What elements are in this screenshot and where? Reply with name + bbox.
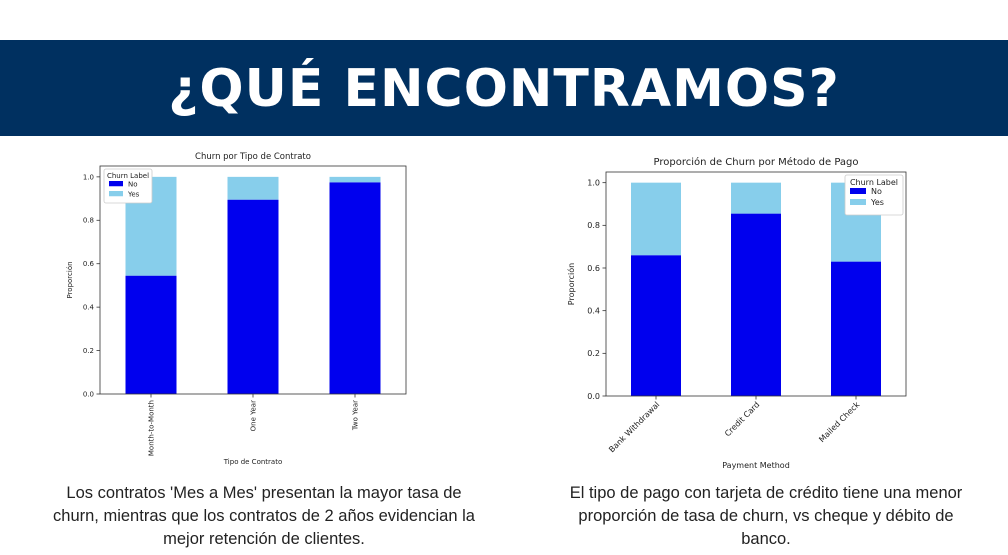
y-axis-label: Proporción xyxy=(66,261,74,299)
payment-churn-chart-svg xyxy=(560,148,950,470)
contract-churn-chart-svg xyxy=(60,148,480,470)
y-tick-label: 0.2 xyxy=(82,347,94,356)
legend-swatch-yes xyxy=(850,199,866,205)
x-tick-label: Credit Card xyxy=(722,400,762,439)
legend xyxy=(845,175,903,215)
y-tick-label: 1.0 xyxy=(587,178,600,188)
legend-swatch-yes xyxy=(109,191,123,196)
title-banner xyxy=(0,40,1008,136)
bar-yes-1 xyxy=(228,177,279,200)
bar-no-2 xyxy=(831,262,881,396)
x-tick-label: Bank Withdrawal xyxy=(607,400,662,455)
x-axis-label: Payment Method xyxy=(722,461,790,470)
x-tick-label: Mailed Check xyxy=(817,400,862,445)
y-tick-label: 1.0 xyxy=(82,173,94,182)
payment-caption: El tipo de pago con tarjeta de crédito tiene una menor proporción de tasa de churn, vs cheque y débito de banco. xyxy=(569,484,963,548)
chart-title: Churn por Tipo de Contrato xyxy=(195,152,311,162)
contract-churn-chart xyxy=(60,148,480,470)
page-title: ¿QUÉ ENCONTRAMOS? xyxy=(168,59,840,119)
bar-yes-0 xyxy=(631,183,681,256)
bar-no-0 xyxy=(631,255,681,396)
legend-title: Churn Label xyxy=(106,172,150,180)
legend-title: Churn Label xyxy=(849,178,899,187)
y-tick-label: 0.4 xyxy=(82,303,94,312)
y-tick-label: 0.8 xyxy=(587,221,600,231)
legend-swatch-no xyxy=(109,181,123,186)
legend xyxy=(104,169,152,203)
x-tick-label: Two Year xyxy=(351,400,360,431)
bar-no-1 xyxy=(731,214,781,396)
x-tick-label: Month-to-Month xyxy=(147,400,156,457)
y-axis-label: Proporción xyxy=(567,262,576,306)
x-axis-label: Tipo de Contrato xyxy=(223,458,283,466)
bar-no-1 xyxy=(228,200,279,394)
y-tick-label: 0.2 xyxy=(587,349,600,359)
y-tick-label: 0.0 xyxy=(587,391,600,401)
payment-churn-chart xyxy=(560,148,950,470)
legend-label-no: No xyxy=(128,180,138,189)
legend-label-yes: Yes xyxy=(871,198,884,207)
x-tick-label: One Year xyxy=(249,400,258,432)
bar-no-2 xyxy=(330,182,381,394)
legend-swatch-no xyxy=(850,188,866,194)
y-tick-label: 0.8 xyxy=(82,216,94,225)
chart-title: Proporción de Churn por Método de Pago xyxy=(653,157,859,168)
y-tick-label: 0.0 xyxy=(82,390,94,399)
bar-yes-2 xyxy=(330,177,381,182)
bar-no-0 xyxy=(126,276,177,394)
legend-label-no: No xyxy=(871,187,882,196)
y-tick-label: 0.6 xyxy=(587,263,600,273)
y-tick-label: 0.4 xyxy=(587,306,600,316)
contract-caption: Los contratos 'Mes a Mes' presentan la mayor tasa de churn, mientras que los contratos de 2 años evidencian la mejor retención de clientes. xyxy=(53,484,475,548)
bar-yes-1 xyxy=(731,183,781,214)
legend-label-yes: Yes xyxy=(128,190,140,199)
y-tick-label: 0.6 xyxy=(82,260,94,269)
